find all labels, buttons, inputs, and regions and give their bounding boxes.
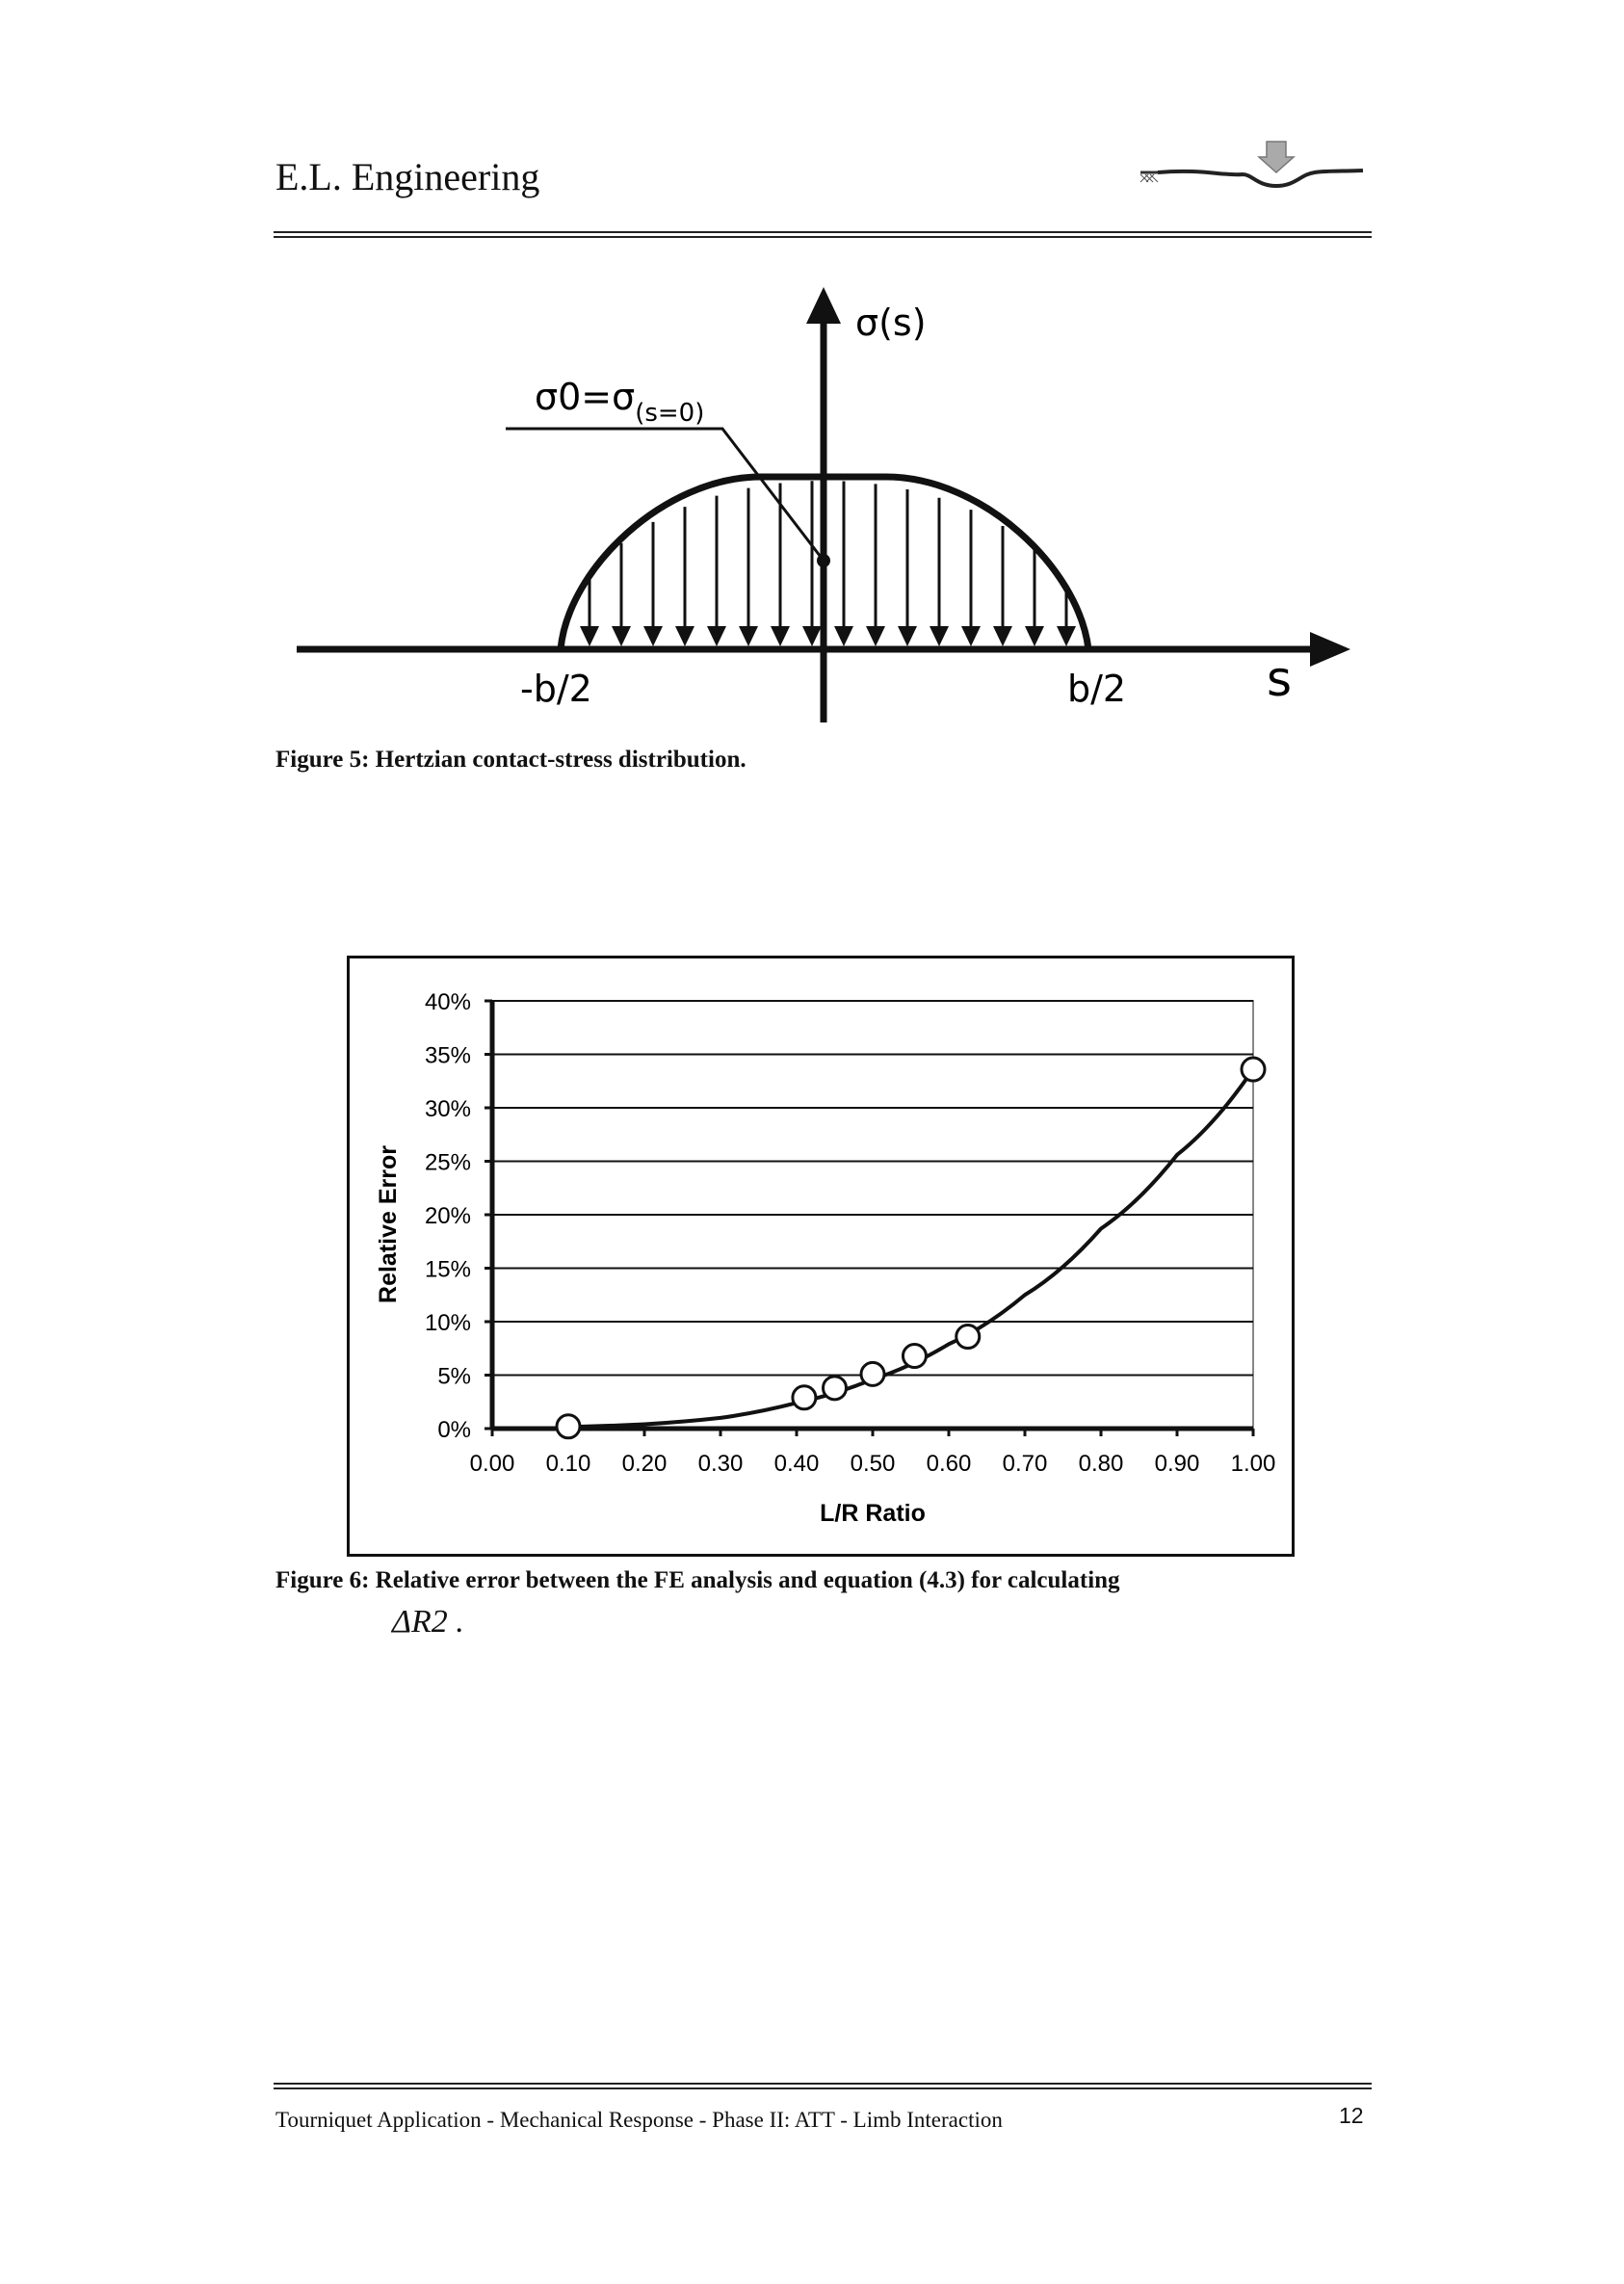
s-axis-label: s — [1267, 651, 1293, 707]
y-tick-label: 35% — [424, 1042, 471, 1069]
x-tick-label: 0.00 — [469, 1451, 515, 1477]
data-point — [793, 1386, 816, 1409]
peak-point — [817, 554, 830, 567]
stress-arrow-head — [612, 626, 631, 646]
stress-arrow-head — [643, 626, 663, 646]
trend-line — [568, 1069, 1253, 1427]
figure5-caption: Figure 5: Hertzian contact-stress distribution. — [275, 747, 747, 773]
y-tick-label: 5% — [437, 1363, 471, 1390]
stress-arrow-head — [771, 626, 790, 646]
y-tick-label: 20% — [424, 1203, 471, 1229]
x-tick-label: 0.60 — [926, 1451, 972, 1477]
stress-arrow-head — [898, 626, 917, 646]
left-bound-label: -b/2 — [520, 668, 592, 710]
x-tick-label: 0.50 — [850, 1451, 896, 1477]
stress-arrow-head — [993, 626, 1012, 646]
stress-arrow-head — [930, 626, 949, 646]
x-tick-label: 0.20 — [621, 1451, 668, 1477]
figure5-hertz-diagram — [279, 279, 1377, 732]
sigma-axis-label: σ(s) — [855, 302, 927, 344]
x-tick-label: 1.00 — [1230, 1451, 1276, 1477]
figure6-caption: Figure 6: Relative error between the FE analysis and equation (4.3) for calculating — [275, 1567, 1120, 1593]
x-tick-label: 0.90 — [1154, 1451, 1200, 1477]
data-point — [861, 1362, 884, 1385]
data-point — [1242, 1058, 1265, 1081]
right-bound-label: b/2 — [1067, 668, 1127, 710]
header-rule-2 — [274, 236, 1372, 238]
y-tick-label: 25% — [424, 1149, 471, 1176]
figure6-caption-symbol: ΔR2 . — [392, 1604, 464, 1640]
header-rule — [274, 231, 1372, 233]
x-tick-label: 0.30 — [697, 1451, 744, 1477]
figure6-chart-frame — [347, 956, 1295, 1557]
x-tick-label: 0.10 — [545, 1451, 591, 1477]
data-point — [903, 1345, 926, 1368]
relative-error-chart — [350, 958, 1292, 1554]
y-tick-label: 30% — [424, 1096, 471, 1122]
x-axis-label: L/R Ratio — [820, 1500, 926, 1527]
stress-arrow-head — [866, 626, 885, 646]
data-point — [824, 1377, 847, 1400]
data-point — [956, 1326, 980, 1349]
x-tick-label: 0.80 — [1078, 1451, 1124, 1477]
header-title: E.L. Engineering — [275, 155, 540, 198]
stress-arrow-head — [580, 626, 599, 646]
peak-leader-line — [506, 429, 824, 561]
stress-arrow-head — [739, 626, 758, 646]
x-tick-label: 0.40 — [773, 1451, 820, 1477]
stress-arrow-head — [675, 626, 694, 646]
y-tick-label: 0% — [437, 1417, 471, 1443]
y-tick-label: 15% — [424, 1256, 471, 1283]
y-axis-label: Relative Error — [375, 1145, 402, 1303]
y-tick-label: 40% — [424, 989, 471, 1015]
stress-arrow-head — [961, 626, 981, 646]
footer-rule-2 — [274, 2087, 1372, 2089]
peak-label: $\sigma 0=\sigma_{(s=0)}$ — [535, 376, 705, 428]
stress-arrow-head — [834, 626, 853, 646]
footer-text: Tourniquet Application - Mechanical Response - Phase II: ATT - Limb Interaction — [275, 2108, 1003, 2132]
footer-rule — [274, 2083, 1372, 2085]
stress-arrow-head — [707, 626, 726, 646]
tourniquet-logo-icon — [1137, 140, 1368, 197]
y-tick-label: 10% — [424, 1310, 471, 1336]
stress-arrow-head — [1057, 626, 1076, 646]
stress-arrow-head — [802, 626, 822, 646]
page-number: 12 — [1339, 2103, 1364, 2128]
x-tick-label: 0.70 — [1002, 1451, 1048, 1477]
data-point — [557, 1415, 580, 1438]
stress-arrow-head — [1025, 626, 1044, 646]
